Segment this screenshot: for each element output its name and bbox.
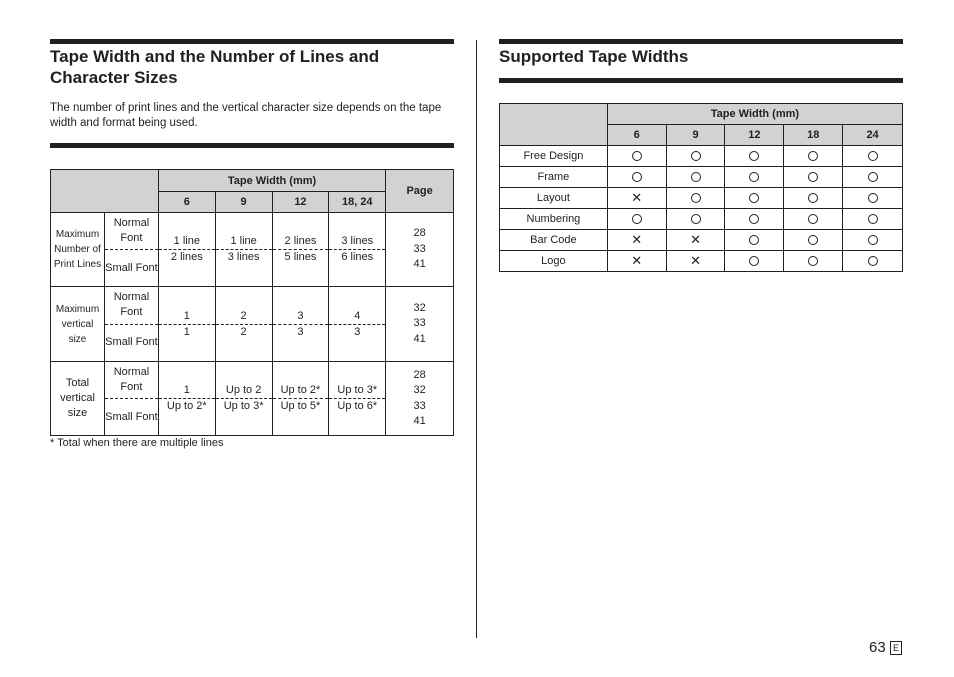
tape-width-header: Tape Width (mm) [158, 170, 385, 192]
circle-icon [632, 214, 642, 224]
cross-icon: ✕ [690, 253, 701, 268]
table-row [51, 287, 454, 362]
supported-circle-icon [607, 209, 666, 230]
unsupported-cross-icon [607, 188, 666, 209]
supported-circle-icon [725, 251, 784, 272]
cross-icon: ✕ [631, 190, 643, 205]
supported-circle-icon [843, 251, 903, 272]
cell: 3 lines [341, 235, 374, 247]
supported-circle-icon [843, 209, 903, 230]
supported-widths-table [499, 103, 903, 272]
cell: 3 [297, 309, 304, 322]
table-row [51, 362, 454, 436]
cell: 2 lines [159, 249, 215, 265]
supported-circle-icon [607, 146, 666, 167]
cell: 5 lines [273, 249, 329, 265]
small-font-label: Small Font [105, 324, 158, 362]
table-row [51, 213, 454, 287]
circle-icon [808, 214, 818, 224]
row-label: Maximum vertical size [51, 287, 105, 362]
cell: 1 line [173, 235, 200, 247]
small-font-label: Small Font [105, 398, 158, 435]
table-row [500, 146, 903, 167]
cell: Up to 5* [273, 398, 329, 414]
cell: 6 lines [329, 249, 385, 265]
cell: 4 [354, 309, 361, 322]
width-9: 9 [666, 125, 725, 146]
supported-circle-icon [725, 146, 784, 167]
cross-icon: ✕ [690, 232, 701, 247]
supported-circle-icon [784, 167, 843, 188]
right-mid-rule [499, 78, 903, 83]
width-6: 6 [607, 125, 666, 146]
right-top-rule [499, 39, 903, 44]
supported-circle-icon [784, 209, 843, 230]
row-label: Total vertical size [51, 362, 105, 436]
supported-circle-icon [666, 188, 725, 209]
circle-icon [808, 172, 818, 182]
cell: 3 [273, 324, 329, 340]
feature-label: Bar Code [500, 230, 608, 251]
feature-label: Logo [500, 251, 608, 272]
table-row [500, 230, 903, 251]
cell: 2 lines [284, 235, 317, 247]
left-top-rule [50, 39, 454, 44]
width-9: 9 [215, 192, 272, 213]
normal-font-label: Normal Font [113, 366, 150, 393]
supported-circle-icon [607, 167, 666, 188]
page-refs: 28 32 33 41 [386, 362, 454, 436]
circle-icon [868, 193, 878, 203]
unsupported-cross-icon [666, 230, 725, 251]
width-12: 12 [272, 192, 329, 213]
supported-circle-icon [725, 188, 784, 209]
cell: 3 lines [216, 249, 272, 265]
circle-icon [868, 151, 878, 161]
circle-icon [749, 256, 759, 266]
circle-icon [868, 235, 878, 245]
feature-label: Frame [500, 167, 608, 188]
supported-circle-icon [843, 167, 903, 188]
circle-icon [691, 214, 701, 224]
cross-icon: ✕ [631, 253, 643, 268]
corner-cell [51, 170, 159, 213]
feature-label: Free Design [500, 146, 608, 167]
table-row [500, 251, 903, 272]
feature-label: Numbering [500, 209, 608, 230]
supported-circle-icon [725, 167, 784, 188]
lines-size-table [50, 169, 454, 436]
cell: 2 [216, 324, 272, 340]
cell: 1 [159, 324, 215, 340]
feature-label: Layout [500, 188, 608, 209]
normal-font-label: Normal Font [113, 217, 150, 244]
cell: 2 [240, 309, 247, 322]
unsupported-cross-icon [607, 230, 666, 251]
table-row [500, 188, 903, 209]
table-row [500, 209, 903, 230]
supported-circle-icon [784, 230, 843, 251]
circle-icon [691, 151, 701, 161]
circle-icon [808, 193, 818, 203]
page-number: 63 [869, 639, 886, 656]
circle-icon [868, 172, 878, 182]
circle-icon [749, 193, 759, 203]
left-title: Tape Width and the Number of Lines and Character Sizes [50, 47, 380, 87]
intro-text: The number of print lines and the vertical character size depends on the tape width and format being used. [50, 102, 442, 129]
small-font-label: Small Font [105, 249, 158, 286]
supported-circle-icon [843, 146, 903, 167]
circle-icon [868, 256, 878, 266]
cell: Up to 6* [329, 398, 385, 414]
width-6: 6 [158, 192, 215, 213]
supported-circle-icon [666, 209, 725, 230]
footnote: * Total when there are multiple lines [50, 437, 224, 449]
supported-circle-icon [843, 230, 903, 251]
cell: Up to 3* [337, 384, 378, 396]
supported-circle-icon [666, 146, 725, 167]
circle-icon [632, 151, 642, 161]
circle-icon [632, 172, 642, 182]
circle-icon [691, 172, 701, 182]
page-refs: 32 33 41 [386, 287, 454, 362]
width-18-24: 18, 24 [329, 192, 386, 213]
circle-icon [749, 172, 759, 182]
row-label: Maximum Number of Print Lines [51, 213, 105, 287]
cell: 1 [183, 384, 190, 396]
supported-circle-icon [725, 230, 784, 251]
normal-font-label: Normal Font [113, 291, 150, 319]
width-12: 12 [725, 125, 784, 146]
supported-circle-icon [843, 188, 903, 209]
supported-circle-icon [784, 188, 843, 209]
cell: 1 line [230, 235, 257, 247]
cell: Up to 3* [216, 398, 272, 414]
circle-icon [808, 151, 818, 161]
width-24: 24 [843, 125, 903, 146]
table-row [500, 167, 903, 188]
cell: Up to 2* [280, 384, 321, 396]
page-header: Page [386, 170, 454, 213]
supported-circle-icon [666, 167, 725, 188]
supported-circle-icon [784, 146, 843, 167]
cell: Up to 2 [225, 384, 262, 396]
cross-icon: ✕ [631, 232, 643, 247]
language-badge: E [890, 641, 902, 655]
corner-cell [500, 104, 608, 146]
right-title: Supported Tape Widths [499, 47, 689, 66]
circle-icon [749, 151, 759, 161]
cell: Up to 2* [159, 398, 215, 414]
cell: 3 [329, 324, 385, 340]
left-mid-rule [50, 143, 454, 148]
circle-icon [749, 235, 759, 245]
column-divider [476, 40, 477, 638]
circle-icon [749, 214, 759, 224]
cell: 1 [183, 309, 190, 322]
circle-icon [691, 193, 701, 203]
width-18: 18 [784, 125, 843, 146]
tape-width-header: Tape Width (mm) [607, 104, 902, 125]
page-refs: 28 33 41 [386, 213, 454, 287]
unsupported-cross-icon [607, 251, 666, 272]
unsupported-cross-icon [666, 251, 725, 272]
circle-icon [808, 256, 818, 266]
circle-icon [808, 235, 818, 245]
supported-circle-icon [784, 251, 843, 272]
supported-circle-icon [725, 209, 784, 230]
circle-icon [868, 214, 878, 224]
